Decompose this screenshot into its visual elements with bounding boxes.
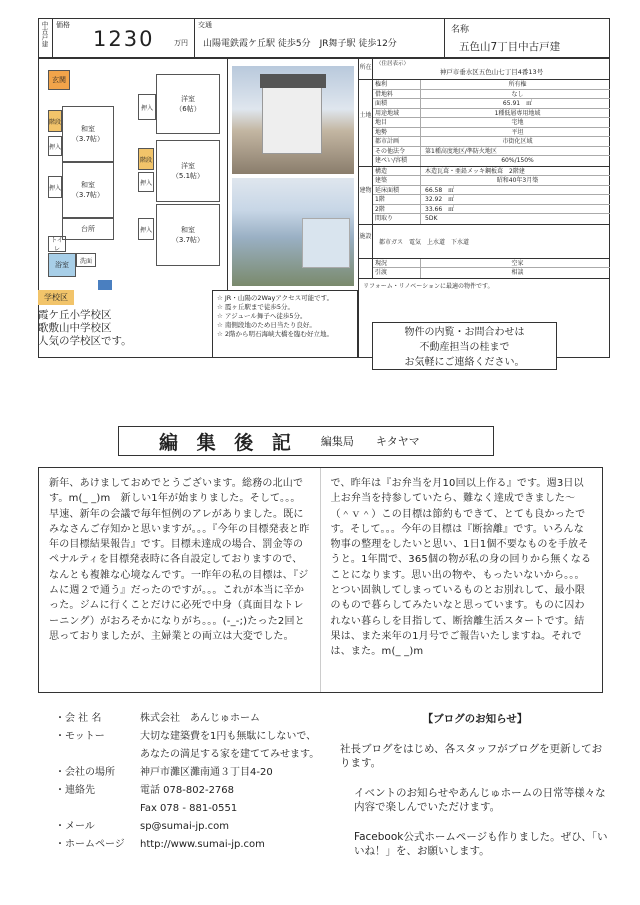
room-label: 和室 （3.7帖）	[71, 181, 105, 199]
company-row	[55, 836, 355, 854]
feature-item: ☆ JR・山陽の2Wayアクセス可能です。	[217, 294, 334, 302]
property-name: 五色山7丁目中古戸建	[459, 41, 561, 53]
row-key: 地勢	[373, 128, 421, 137]
company-key: ・会社の場所	[55, 767, 115, 778]
building-row	[373, 167, 610, 177]
school-district	[38, 290, 188, 348]
info-note: リフォーム・リノベーションに最適の物件です。	[363, 282, 494, 290]
row-key: 権利	[373, 80, 421, 89]
row-key: 建築	[373, 176, 421, 185]
building-label: 建物	[359, 167, 373, 224]
room-label: 階段	[49, 118, 62, 126]
row-value: 空家	[511, 259, 524, 267]
row-key: 2階	[373, 205, 421, 214]
building-row	[373, 176, 610, 186]
company-row	[55, 782, 355, 800]
room-label: 洋室 （5.1帖）	[171, 162, 205, 180]
traffic-label: 交通	[198, 21, 212, 29]
type-cell	[39, 19, 53, 57]
room-label: 洗面	[79, 257, 92, 265]
row-value: 60%/150%	[501, 157, 534, 164]
school-title: 学校区	[38, 290, 74, 305]
land-block	[359, 80, 610, 167]
room-label: 洋室 （6帖）	[175, 95, 201, 113]
current-block	[359, 259, 610, 279]
editor-byline: 編集局 キタヤマ	[320, 435, 420, 448]
company-key	[55, 800, 140, 818]
building-rows	[373, 167, 610, 224]
company-key: ・連絡先	[55, 785, 95, 796]
room-label: 押入	[139, 226, 152, 234]
location-label: 所在	[359, 58, 373, 79]
price-unit: 万円	[174, 39, 188, 47]
land-row	[373, 80, 610, 90]
view-photo	[232, 178, 354, 286]
plan-washroom	[76, 253, 96, 267]
row-key: 用途地域	[373, 109, 421, 118]
row-key: 間取り	[373, 214, 421, 224]
row-key: 1階	[373, 195, 421, 204]
plan-bath	[48, 253, 76, 277]
editor-title: 編 集 後 記	[159, 431, 297, 454]
land-row	[373, 109, 610, 119]
row-value: 66.58 ㎡	[425, 186, 455, 194]
traffic-value: 山陽電鉄霞ケ丘駅 徒歩5分 JR舞子駅 徒歩12分	[203, 39, 397, 49]
room-label: 押入	[140, 104, 153, 112]
company-email[interactable]: sp@sumai-jp.com	[140, 821, 230, 832]
land-row	[373, 128, 610, 138]
property-photos	[228, 58, 358, 290]
room-label: 和室 （3.7帖）	[171, 226, 205, 244]
current-rows	[373, 259, 610, 278]
land-rows	[373, 80, 610, 166]
house-facade	[262, 84, 322, 154]
land-row	[373, 118, 610, 128]
company-row	[55, 746, 355, 764]
editor-column-right: で、昨年は『お弁当を月10回以上作る』です。週3日以上お弁当を持参していたら、難なく達成できました～（＾ｖ＾）この目標は節約もできて、とても良かったです。そして。。。今年の目標は『断捨離』です。いろんな物事の整理をしたいと思い、1日1個不要なものを手放そうと。1年間で、365個の物が私の身の回りから無くなることになります。思い出の物や、もったいないから。。。とつい固執してしまっているものとお別れして、最小限のもので暮らしてみたいなと思っています。ものに囚われない暮らしを目指して、断捨離生活スタートです。結果は、また来年の1月号でご報告いたしますね。それでは、また。m(_ _)m	[330, 478, 592, 658]
company-info	[55, 710, 355, 854]
price-cell	[53, 19, 195, 57]
land-label: 土地	[359, 80, 373, 166]
room-label: 押入	[49, 143, 62, 151]
plan-room-washitsu-2	[62, 162, 114, 218]
compass-icon	[98, 280, 112, 290]
company-value: あなたの満足する家を建ててみせます。	[140, 749, 320, 760]
editor-body	[38, 467, 603, 693]
plan-stairs-1f	[48, 110, 62, 132]
facility-value: 都市ガス 電気 上水道 下水道	[379, 238, 470, 246]
row-value: 昭和40年3月築	[496, 177, 539, 184]
blog-paragraph: Facebook公式ホームページも作りました。ぜひ、「いいね！」を、お願いします。	[354, 831, 608, 857]
company-key: ・モットー	[55, 731, 105, 742]
feature-item: ☆ 霞ヶ丘駅まで徒歩5分。	[217, 303, 295, 311]
row-value: 65.91 ㎡	[502, 100, 533, 107]
building-row	[373, 205, 610, 215]
company-key: ・会 社 名	[55, 713, 102, 724]
company-value: Fax 078 - 881-0551	[140, 803, 238, 814]
feature-list	[212, 290, 358, 358]
price-label: 価格	[56, 21, 70, 29]
plan-room-youshitsu-6	[156, 74, 220, 134]
plan-entrance	[48, 70, 70, 90]
building-row	[373, 214, 610, 224]
contact-line: 不動産担当の桂まで	[419, 342, 510, 353]
company-row	[55, 800, 355, 818]
company-row	[55, 764, 355, 782]
plan-toilet	[48, 236, 66, 252]
row-value: 33.66 ㎡	[425, 205, 455, 213]
contact-line: お気軽にご連絡ください。	[404, 357, 525, 368]
facility-row	[359, 225, 610, 259]
row-key: その他法令	[373, 147, 421, 156]
land-row	[373, 147, 610, 157]
land-row	[373, 90, 610, 100]
land-row	[373, 99, 610, 109]
plan-closet-3	[138, 94, 156, 120]
row-key: 延床面積	[373, 186, 421, 195]
row-value: 所有権	[508, 81, 527, 88]
land-row	[373, 156, 610, 166]
contact-box	[372, 322, 557, 370]
location-row	[359, 58, 610, 80]
room-label: トイレ	[51, 237, 63, 253]
plan-room-washitsu-3	[156, 204, 220, 266]
company-website[interactable]: http://www.sumai-jp.com	[140, 839, 265, 850]
location-cell	[373, 58, 610, 79]
traffic-cell	[195, 19, 445, 57]
row-value: 宅地	[511, 119, 524, 126]
row-value: 1種低層専用地域	[494, 109, 541, 117]
company-value: 株式会社 あんじゅホーム	[140, 713, 260, 724]
price-value: 1230	[93, 27, 155, 51]
plan-closet-2	[48, 176, 62, 198]
feature-item: ☆ アジュール舞子へ徒歩5分。	[217, 312, 307, 320]
row-value: 木造瓦葺・亜鉛メッキ鋼板葺 2階建	[425, 167, 525, 175]
company-value: 神戸市灘区灘南通３丁目4-20	[140, 767, 273, 778]
room-label: 玄関	[52, 76, 66, 84]
room-label: 和室 （3.7帖）	[71, 125, 105, 143]
room-label: 階段	[139, 156, 152, 164]
company-key: ・メール	[55, 821, 95, 832]
blog-paragraph: イベントのお知らせやあんじゅホームの日常等様々な内容で楽しんでいただけます。	[354, 787, 606, 813]
location-value: 神戸市垂水区五色山七丁目4番13号	[439, 68, 544, 76]
row-key: 地目	[373, 118, 421, 127]
blog-title: 【ブログのお知らせ】	[422, 713, 528, 725]
feature-item: ☆ 2階から明石海峡大橋を臨む好立地。	[217, 330, 334, 338]
room-label: 押入	[49, 184, 62, 192]
name-label: 名称	[451, 25, 470, 35]
room-label: 浴室	[55, 261, 69, 269]
current-side	[359, 259, 373, 278]
row-value: 32.92 ㎡	[425, 196, 455, 203]
row-value: 5DK	[425, 215, 438, 222]
building-row	[373, 195, 610, 205]
school-line-1: 霞ケ丘小学校区	[38, 309, 112, 321]
facility-label: 施設	[359, 225, 373, 258]
company-key: ・ホームページ	[55, 839, 125, 850]
property-info-table	[358, 58, 610, 358]
blog-notice	[340, 712, 610, 858]
name-cell	[445, 19, 609, 57]
building-row	[373, 186, 610, 196]
feature-item: ☆ 南側段地のため日当たり良好。	[217, 321, 316, 329]
current-row	[373, 268, 610, 278]
contact-line: 物件の内覧・お問合わせは	[404, 327, 525, 338]
room-label: 押入	[139, 179, 152, 187]
row-key: 構造	[373, 167, 421, 176]
blog-paragraph: 社長ブログをはじめ、各スタッフがブログを更新しております。	[340, 743, 603, 769]
plan-closet-1	[48, 136, 62, 156]
row-value: 相談	[511, 269, 524, 276]
row-value: 市街化区域	[502, 138, 533, 145]
row-value: なし	[511, 90, 524, 98]
plan-closet-4	[138, 172, 154, 192]
row-key: 面積	[373, 99, 421, 108]
company-value: 電話 078-802-2768	[140, 785, 235, 796]
current-row	[373, 259, 610, 269]
plan-kitchen	[62, 218, 114, 240]
school-line-3: 人気の学校区です。	[38, 335, 132, 347]
company-key	[55, 746, 140, 764]
row-key: 現況	[373, 259, 421, 268]
building-block	[359, 167, 610, 225]
company-value: 大切な建築費を1円も無駄にしないで、	[140, 731, 317, 742]
house-roof	[260, 74, 326, 88]
plan-closet-5	[138, 218, 154, 240]
row-key: 借地料	[373, 90, 421, 99]
row-key: 引渡	[373, 268, 421, 278]
row-key: 都市計画	[373, 137, 421, 146]
plan-room-washitsu-1	[62, 106, 114, 162]
row-value: 第1種高度地区/準防火地区	[425, 147, 497, 155]
company-row	[55, 728, 355, 746]
row-value: 平坦	[511, 128, 524, 136]
school-line-2: 歌敷山中学校区	[38, 322, 112, 334]
row-key: 建ぺい/容積	[373, 156, 421, 166]
plan-stairs-2f	[138, 148, 154, 170]
company-row	[55, 818, 355, 836]
editor-column-left: 新年、あけましておめでとうございます。総務の北山です。m(_ _)m 新しい1年が始まりました。そして。。。早速、新年の会議で毎年恒例のアレがありました。既にみなさんご存知かと思いますが。。。『今年の目標発表と昨年の目標結果報告』です。目標未達成の場合、罰金等のペナルティを目標発表時に各自設定しておりますので、なんとも複雑な心境なんです。一昨年の私の目標は、『ジムに週２で通う』だったのですが。。。これが本当に辛かった。ジムに行くことだけに必死で中身（真面目なトレーニング）がおろそかになりがち。。。(-_-;)たった2回と思っておりましたが、主婦業との両立は大変でした。	[39, 468, 321, 692]
room-label: 台所	[81, 225, 95, 233]
company-row	[55, 710, 355, 728]
editor-header	[118, 426, 494, 456]
house-photo	[232, 66, 354, 174]
balcony	[302, 218, 350, 268]
land-row	[373, 137, 610, 147]
location-sub: （住居表示）	[376, 61, 410, 67]
listing-header	[38, 18, 610, 58]
type-label: 中古戸建	[40, 21, 49, 47]
plan-room-youshitsu-5	[156, 140, 220, 202]
